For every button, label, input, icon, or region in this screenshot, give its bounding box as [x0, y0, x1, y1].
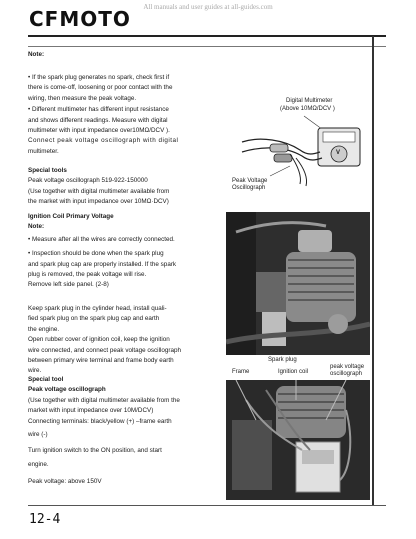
- special-tool-block: [28, 375, 223, 440]
- special-tool-heading: Special tool: [28, 376, 64, 383]
- header-rule: [28, 35, 386, 37]
- turn-block: [28, 446, 223, 487]
- peak-osc-line: wire (-): [28, 431, 48, 439]
- note-line: and shows different readings. Measure with digital: [28, 116, 168, 124]
- ignition-line: • Inspection should be done when the spark plug: [28, 250, 164, 258]
- special-tools-line: (Use together with digital multimeter available from: [28, 187, 170, 195]
- note-line: there is come-off, loosening or poor contact with the: [28, 84, 173, 92]
- peak-voltage-spec: Peak voltage: above 150V: [28, 477, 102, 485]
- peak-osc-line: market with input impedance over 10M/DCV): [28, 407, 154, 415]
- special-tools-heading: Special tools: [28, 167, 67, 174]
- keep-line: wire connected, and connect peak voltage oscillograph: [28, 346, 181, 354]
- note-body: [28, 73, 218, 157]
- photo2-label-ignition: Ignition coil: [278, 369, 309, 375]
- peak-osc-line: Connecting terminals: black/yellow (+) –frame earth: [28, 417, 172, 425]
- note-line: multimeter with input impedance over10MΩ/DCV ).: [28, 127, 170, 135]
- osc-label-1: Peak Voltage: [232, 178, 268, 184]
- keep-line: between primary wire terminal and frame body earth: [28, 357, 174, 365]
- note-line: multimeter.: [28, 147, 59, 155]
- turn-line: Turn ignition switch to the ON position, and start: [28, 447, 162, 454]
- multimeter-sub: (Above 10MΩ/DCV ): [280, 106, 335, 112]
- ignition-line: • Measure after all the wires are correctly connected.: [28, 235, 175, 243]
- photo2-label-frame: Frame: [232, 369, 250, 375]
- ignition-block: [28, 212, 223, 291]
- dial-letter: V: [336, 150, 341, 156]
- note-line: • If the spark plug generates no spark, check first if: [28, 74, 170, 81]
- ignition-line: and spark plug cap are properly installed. If the spark: [28, 260, 177, 268]
- keep-line: Keep spark plug in the cylinder head, install quali-: [28, 305, 167, 312]
- note-line: • Different multimeter has different input resistance: [28, 106, 169, 114]
- right-margin-line: [372, 36, 374, 505]
- special-tools-line: the market with input impedance over 10MΩ·DCV): [28, 198, 169, 206]
- note-line: Connect peak voltage oscillograph with digital: [28, 137, 179, 145]
- page-number: 12-4: [29, 512, 61, 527]
- special-tools-line: Peak voltage oscillograph 519-922-150000: [28, 177, 148, 185]
- ignition-heading: Ignition Coil Primary Voltage: [28, 213, 114, 220]
- note-heading: Note:: [28, 51, 45, 58]
- engine-photo-1-image: [226, 212, 370, 355]
- osc-label-2: Oscillograph: [232, 185, 266, 191]
- keep-line: fied spark plug on the spark plug cap and earth: [28, 315, 160, 323]
- multimeter-diagram: [230, 96, 370, 198]
- watermark: All manuals and user guides at all-guides.com: [143, 3, 273, 11]
- footer-rule: [28, 505, 386, 506]
- photo2-label-peak2: oscillograph: [330, 371, 363, 377]
- keep-line: wire.: [28, 367, 42, 375]
- keep-line: Open rubber cover of ignition coil, keep the ignition: [28, 336, 170, 344]
- header-subrule: [28, 46, 386, 47]
- turn-line: engine.: [28, 461, 49, 469]
- ignition-note: Note:: [28, 223, 45, 231]
- peak-osc-line: (Use together with digital multimeter available from the: [28, 396, 180, 404]
- engine-photo-2-image: [226, 380, 370, 500]
- photo2-label-peak1: peak voltage: [330, 364, 365, 370]
- ignition-line: plug is removed, the peak voltage will rise.: [28, 271, 147, 279]
- multimeter-title: Digital Multimeter: [286, 98, 333, 104]
- engine-photo-2: [226, 380, 370, 500]
- brand-logo: CFMOTO: [29, 7, 131, 31]
- ignition-line: Remove left side panel. (2-8): [28, 281, 109, 289]
- keep-line: the engine.: [28, 325, 60, 333]
- note-line: wiring, then measure the peak voltage.: [28, 94, 137, 102]
- photo2-label-top: Spark plug: [268, 357, 297, 363]
- keep-block: [28, 304, 223, 377]
- peak-osc-heading: Peak voltage oscillograph: [28, 386, 106, 394]
- engine-photo-1: [226, 212, 370, 355]
- special-tools-block: [28, 166, 223, 208]
